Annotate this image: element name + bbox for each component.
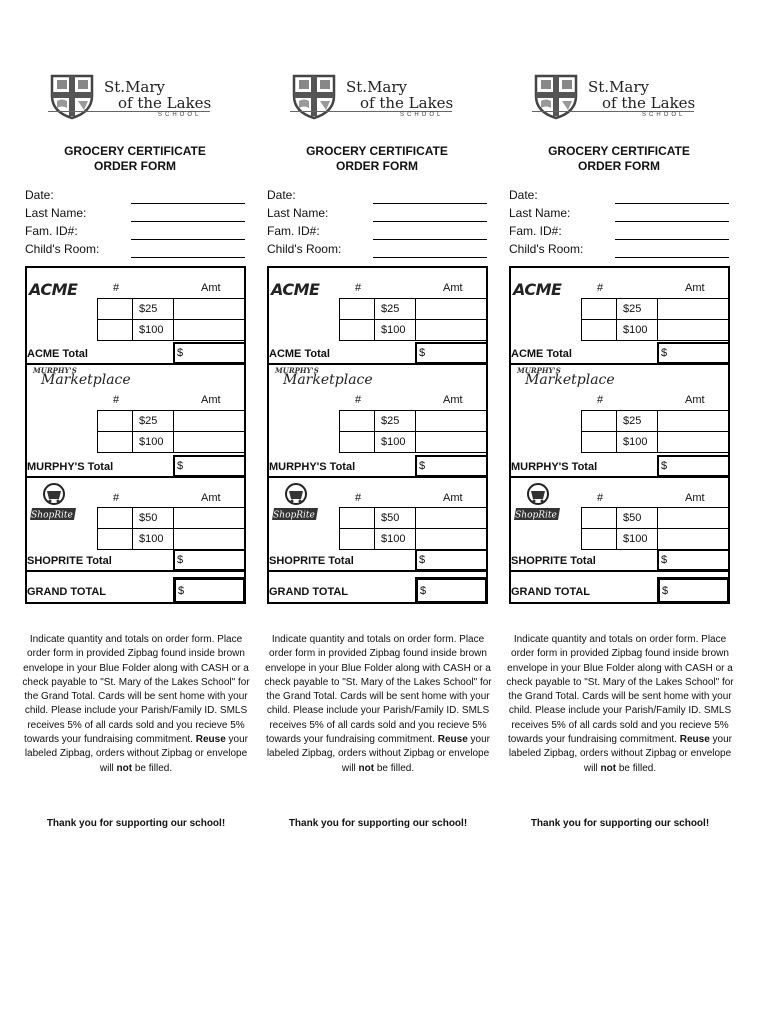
form-title — [25, 144, 245, 174]
acme-total-label: ACME Total — [27, 348, 88, 360]
shoprite-logo-icon — [514, 482, 564, 526]
shoprite-denom-50: $50 — [132, 507, 174, 529]
murphy-amt-100[interactable] — [415, 431, 488, 453]
murphy-amt-header: Amt — [685, 394, 705, 406]
acme-amt-header: Amt — [685, 282, 705, 294]
shoprite-qty-50[interactable] — [97, 507, 133, 529]
murphys-marketplace-logo: MURPHY'S Marketplace — [517, 366, 615, 388]
acme-logo: ACME — [271, 280, 320, 299]
grand-total-label: GRAND TOTAL — [269, 586, 349, 598]
svg-text:ShopRite: ShopRite — [273, 510, 315, 521]
acme-amt-25[interactable] — [657, 298, 730, 320]
order-table — [509, 266, 730, 604]
form-title-line1: GROCERY CERTIFICATE — [64, 144, 206, 158]
school-name-line2: of the Lakes — [360, 94, 454, 112]
school-name-line1: St.Mary — [588, 78, 650, 96]
date-field[interactable] — [509, 186, 731, 204]
shoprite-qty-50[interactable] — [339, 507, 375, 529]
instructions: Indicate quantity and totals on order form. Place order form in provided Zipbag found inside brown envelope in your Blue Folder along with CASH or a check payable to "St. Mary of the Lakes School" for the Grand Total. Cards will be sent home with your child. Please include your Parish/Family ID. SMLS receives 5% of all cards sold and you recieve 5% towards your fundraising commitment. Reuse your labeled Zipbag, orders without Zipbag or envelope will not be filled. — [22, 634, 250, 774]
acme-qty-100[interactable] — [581, 319, 617, 341]
childs-room-line[interactable] — [373, 257, 487, 258]
shoprite-qty-100[interactable] — [339, 528, 375, 550]
divider — [27, 363, 246, 365]
murphy-denom-100: $100 — [374, 431, 416, 453]
childs-room-label: Child's Room: — [509, 242, 584, 256]
date-label: Date: — [509, 188, 538, 202]
shoprite-total-label: SHOPRITE Total — [27, 555, 112, 567]
murphy-amt-header: Amt — [443, 394, 463, 406]
acme-denom-100: $100 — [374, 319, 416, 341]
murphy-amt-25[interactable] — [173, 410, 246, 432]
shoprite-logo — [514, 482, 564, 526]
acme-amt-100[interactable] — [415, 319, 488, 341]
school-crest-icon — [532, 70, 580, 120]
acme-total-field[interactable]: $ — [173, 342, 246, 364]
divider — [269, 363, 488, 365]
acme-qty-25[interactable] — [581, 298, 617, 320]
shoprite-amt-header: Amt — [201, 492, 221, 504]
acme-qty-25[interactable] — [339, 298, 375, 320]
acme-qty-25[interactable] — [97, 298, 133, 320]
last-name-field[interactable] — [267, 204, 489, 222]
acme-denom-100: $100 — [616, 319, 658, 341]
murphy-total-label: MURPHY'S Total — [27, 461, 114, 473]
murphy-qty-25[interactable] — [97, 410, 133, 432]
acme-qty-header: # — [597, 282, 604, 294]
fam-id-label: Fam. ID#: — [267, 224, 320, 238]
murphy-total-field[interactable]: $ — [657, 455, 730, 477]
grand-total-field[interactable]: $ — [173, 577, 246, 604]
childs-room-label: Child's Room: — [267, 242, 342, 256]
murphy-total-label: MURPHY'S Total — [269, 461, 356, 473]
school-name-line1: St.Mary — [346, 78, 408, 96]
murphys-marketplace-logo: MURPHY'S Marketplace — [275, 366, 373, 388]
acme-total-field[interactable]: $ — [415, 342, 488, 364]
murphy-amt-header: Amt — [201, 394, 221, 406]
acme-total-field[interactable]: $ — [657, 342, 730, 364]
acme-qty-100[interactable] — [97, 319, 133, 341]
murphys-marketplace-logo: MURPHY'S Marketplace — [33, 366, 131, 388]
divider — [511, 363, 730, 365]
date-label: Date: — [267, 188, 296, 202]
date-label: Date: — [25, 188, 54, 202]
school-subtitle: SCHOOL — [400, 112, 444, 118]
school-subtitle: SCHOOL — [158, 112, 202, 118]
school-logo — [532, 68, 697, 123]
fam-id-field[interactable] — [267, 222, 489, 240]
grand-total-label: GRAND TOTAL — [511, 586, 591, 598]
shoprite-denom-50: $50 — [616, 507, 658, 529]
shoprite-denom-50: $50 — [374, 507, 416, 529]
grand-total-label: GRAND TOTAL — [27, 586, 107, 598]
shoprite-total-field[interactable]: $ — [657, 549, 730, 571]
murphy-amt-25[interactable] — [657, 410, 730, 432]
shoprite-total-field[interactable]: $ — [173, 549, 246, 571]
last-name-label: Last Name: — [25, 206, 87, 220]
childs-room-field[interactable] — [25, 240, 247, 258]
school-name-line1: St.Mary — [104, 78, 166, 96]
childs-room-line[interactable] — [615, 257, 729, 258]
acme-denom-25: $25 — [132, 298, 174, 320]
instructions: Indicate quantity and totals on order form. Place order form in provided Zipbag found inside brown envelope in your Blue Folder along with CASH or a check payable to "St. Mary of the Lakes School" for the Grand Total. Cards will be sent home with your child. Please include your Parish/Family ID. SMLS receives 5% of all cards sold and you recieve 5% towards your fundraising commitment. Reuse your labeled Zipbag, orders without Zipbag or envelope will not be filled. — [264, 634, 492, 774]
murphy-denom-25: $25 — [132, 410, 174, 432]
shoprite-total-field[interactable]: $ — [415, 549, 488, 571]
date-field[interactable] — [25, 186, 247, 204]
shoprite-amt-50[interactable] — [173, 507, 246, 529]
murphy-denom-100: $100 — [132, 431, 174, 453]
form-title-line2: ORDER FORM — [94, 159, 176, 173]
form-title-line1: GROCERY CERTIFICATE — [548, 144, 690, 158]
grand-total-field[interactable]: $ — [415, 577, 488, 604]
divider — [269, 476, 488, 478]
murphy-qty-25[interactable] — [581, 410, 617, 432]
shoprite-amt-100[interactable] — [415, 528, 488, 550]
shoprite-qty-50[interactable] — [581, 507, 617, 529]
childs-room-label: Child's Room: — [25, 242, 100, 256]
acme-denom-100: $100 — [132, 319, 174, 341]
shoprite-logo — [30, 482, 80, 526]
acme-denom-25: $25 — [374, 298, 416, 320]
shoprite-qty-100[interactable] — [97, 528, 133, 550]
form-title-line2: ORDER FORM — [578, 159, 660, 173]
order-table — [267, 266, 488, 604]
acme-logo: ACME — [513, 280, 562, 299]
shoprite-amt-header: Amt — [443, 492, 463, 504]
murphy-denom-100: $100 — [616, 431, 658, 453]
school-logo — [48, 68, 213, 123]
murphy-qty-header: # — [597, 394, 604, 406]
shoprite-total-label: SHOPRITE Total — [269, 555, 354, 567]
murphy-qty-header: # — [113, 394, 120, 406]
murphy-qty-100[interactable] — [581, 431, 617, 453]
shoprite-amt-50[interactable] — [657, 507, 730, 529]
last-name-label: Last Name: — [267, 206, 329, 220]
school-subtitle: SCHOOL — [642, 112, 686, 118]
childs-room-line[interactable] — [131, 257, 245, 258]
murphy-amt-25[interactable] — [415, 410, 488, 432]
divider — [269, 570, 488, 572]
divider — [27, 476, 246, 478]
order-form-2 — [264, 0, 499, 1024]
shoprite-amt-50[interactable] — [415, 507, 488, 529]
divider — [511, 570, 730, 572]
shoprite-denom-100: $100 — [132, 528, 174, 550]
acme-total-label: ACME Total — [511, 348, 572, 360]
acme-amt-25[interactable] — [415, 298, 488, 320]
order-form-3 — [506, 0, 741, 1024]
divider — [27, 570, 246, 572]
form-title — [509, 144, 729, 174]
shoprite-logo-icon — [272, 482, 322, 526]
form-title-line2: ORDER FORM — [336, 159, 418, 173]
school-logo — [290, 68, 455, 123]
school-name-line2: of the Lakes — [118, 94, 212, 112]
acme-amt-25[interactable] — [173, 298, 246, 320]
shoprite-qty-header: # — [113, 492, 120, 504]
shoprite-qty-header: # — [597, 492, 604, 504]
acme-logo: ACME — [29, 280, 78, 299]
fam-id-field[interactable] — [509, 222, 731, 240]
murphy-amt-100[interactable] — [173, 431, 246, 453]
shoprite-total-label: SHOPRITE Total — [511, 555, 596, 567]
murphy-total-label: MURPHY'S Total — [511, 461, 598, 473]
acme-qty-header: # — [113, 282, 120, 294]
acme-qty-header: # — [355, 282, 362, 294]
murphy-amt-100[interactable] — [657, 431, 730, 453]
acme-amt-100[interactable] — [173, 319, 246, 341]
shoprite-logo-icon — [30, 482, 80, 526]
svg-text:ShopRite: ShopRite — [31, 510, 73, 521]
form-title-line1: GROCERY CERTIFICATE — [306, 144, 448, 158]
murphy-qty-header: # — [355, 394, 362, 406]
acme-denom-25: $25 — [616, 298, 658, 320]
acme-amt-header: Amt — [443, 282, 463, 294]
shoprite-qty-100[interactable] — [581, 528, 617, 550]
fam-id-field[interactable] — [25, 222, 247, 240]
acme-qty-100[interactable] — [339, 319, 375, 341]
childs-room-field[interactable] — [267, 240, 489, 258]
shoprite-qty-header: # — [355, 492, 362, 504]
acme-amt-header: Amt — [201, 282, 221, 294]
form-title — [267, 144, 487, 174]
last-name-field[interactable] — [25, 204, 247, 222]
thank-you-note: Thank you for supporting our school! — [288, 818, 468, 829]
school-name-line2: of the Lakes — [602, 94, 696, 112]
shoprite-amt-100[interactable] — [657, 528, 730, 550]
shoprite-denom-100: $100 — [616, 528, 658, 550]
date-field[interactable] — [267, 186, 489, 204]
murphy-denom-25: $25 — [374, 410, 416, 432]
fam-id-label: Fam. ID#: — [509, 224, 562, 238]
childs-room-field[interactable] — [509, 240, 731, 258]
svg-text:ShopRite: ShopRite — [515, 510, 557, 521]
last-name-field[interactable] — [509, 204, 731, 222]
divider — [511, 476, 730, 478]
last-name-label: Last Name: — [509, 206, 571, 220]
shoprite-amt-header: Amt — [685, 492, 705, 504]
fam-id-label: Fam. ID#: — [25, 224, 78, 238]
shoprite-amt-100[interactable] — [173, 528, 246, 550]
shoprite-logo — [272, 482, 322, 526]
shoprite-denom-100: $100 — [374, 528, 416, 550]
murphy-denom-25: $25 — [616, 410, 658, 432]
murphy-qty-100[interactable] — [339, 431, 375, 453]
grand-total-field[interactable]: $ — [657, 577, 730, 604]
order-form-1 — [22, 0, 257, 1024]
acme-total-label: ACME Total — [269, 348, 330, 360]
school-crest-icon — [48, 70, 96, 120]
thank-you-note: Thank you for supporting our school! — [530, 818, 710, 829]
thank-you-note: Thank you for supporting our school! — [46, 818, 226, 829]
acme-amt-100[interactable] — [657, 319, 730, 341]
murphy-total-field[interactable]: $ — [415, 455, 488, 477]
murphy-qty-100[interactable] — [97, 431, 133, 453]
order-table — [25, 266, 246, 604]
murphy-total-field[interactable]: $ — [173, 455, 246, 477]
instructions: Indicate quantity and totals on order form. Place order form in provided Zipbag found inside brown envelope in your Blue Folder along with CASH or a check payable to "St. Mary of the Lakes School" for the Grand Total. Cards will be sent home with your child. Please include your Parish/Family ID. SMLS receives 5% of all cards sold and you recieve 5% towards your fundraising commitment. Reuse your labeled Zipbag, orders without Zipbag or envelope will not be filled. — [506, 634, 734, 774]
murphy-qty-25[interactable] — [339, 410, 375, 432]
school-crest-icon — [290, 70, 338, 120]
